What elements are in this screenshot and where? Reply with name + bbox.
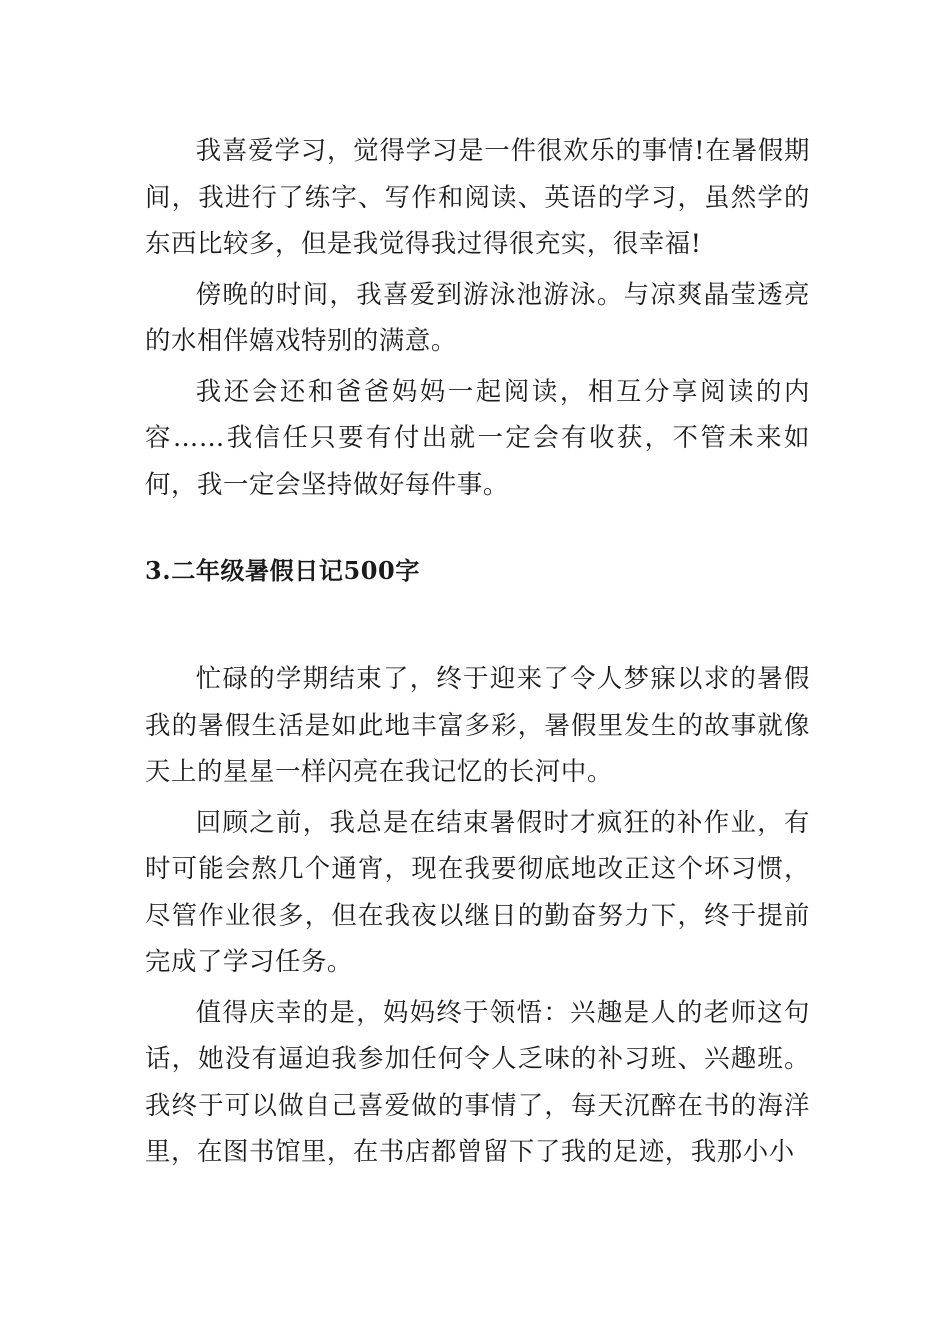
- paragraph: 我喜爱学习，觉得学习是一件很欢乐的事情!在暑假期间，我进行了练字、写作和阅读、英语的学习，虽然学的东西比较多，但是我觉得我过得很充实，很幸福!: [145, 135, 810, 258]
- paragraph: 忙碌的学期结束了，终于迎来了令人梦寐以求的暑假我的暑假生活是如此地丰富多彩，暑假里发生的故事就像天上的星星一样闪亮在我记忆的长河中。: [145, 663, 810, 786]
- document-page: [145, 127, 810, 1179]
- section-heading: 3.二年级暑假日记500字: [145, 556, 420, 585]
- paragraph: 我还会还和爸爸妈妈一起阅读，相互分享阅读的内容……我信任只要有付出就一定会有收获，不管未来如何，我一定会坚持做好每件事。: [145, 375, 810, 499]
- paragraph: 傍晚的时间，我喜爱到游泳池游泳。与凉爽晶莹透亮的水相伴嬉戏特别的满意。: [145, 278, 810, 355]
- paragraph: 回顾之前，我总是在结束暑假时才疯狂的补作业，有时可能会熬几个通宵，现在我要彻底地改正这个坏习惯，尽管作业很多，但在我夜以继日的勤奋努力下，终于提前完成了学习任务。: [145, 806, 810, 976]
- paragraph: 值得庆幸的是，妈妈终于领悟：兴趣是人的老师这句话，她没有逼迫我参加任何令人乏味的补习班、兴趣班。我终于可以做自己喜爱做的事情了，每天沉醉在书的海洋里，在图书馆里，在书店都曾留下了我的足迹，我那小小: [145, 996, 810, 1166]
